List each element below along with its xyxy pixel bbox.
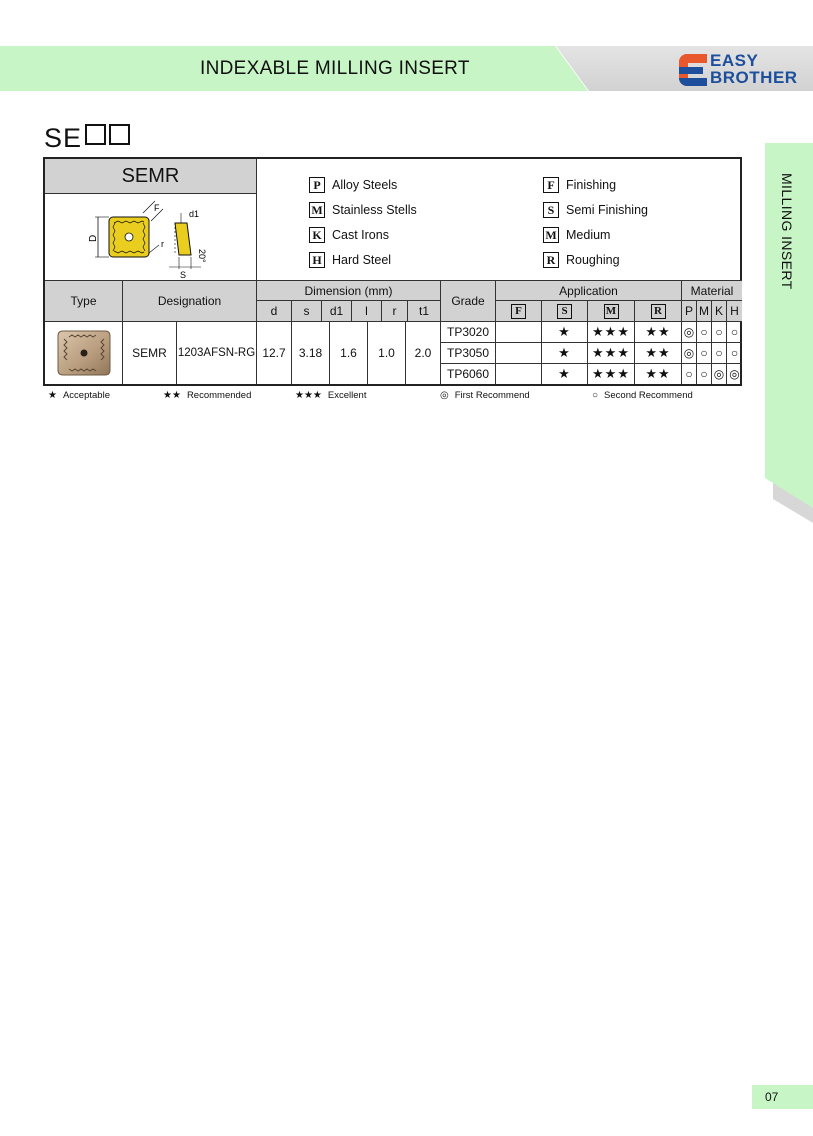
mat-m-3: ○ xyxy=(697,364,712,384)
legend-letter: M xyxy=(309,202,325,218)
legend-letter: F xyxy=(543,177,559,193)
footnote-symbol: ★★★ xyxy=(295,390,322,401)
footnote-symbol: ★★ xyxy=(163,390,181,401)
legend-label: Alloy Steels xyxy=(332,178,398,192)
header-title: INDEXABLE MILLING INSERT xyxy=(200,58,470,79)
footnote-acceptable xyxy=(48,390,110,401)
app-f-1 xyxy=(496,322,542,343)
placeholder-box-icon xyxy=(109,124,130,145)
header-grade: Grade xyxy=(441,281,496,322)
dim-col-l: l xyxy=(352,301,382,322)
drawing-label-r: r xyxy=(160,239,164,249)
dim-col-r: r xyxy=(382,301,408,322)
footnote-second-recommend xyxy=(592,390,693,401)
dim-value-t1: 2.0 xyxy=(406,322,441,384)
legend-label: Stainless Stells xyxy=(332,203,417,217)
app-m-1: ★★★ xyxy=(588,322,635,343)
placeholder-box-icon xyxy=(85,124,106,145)
mat-col-k: K xyxy=(712,301,727,322)
side-tab-label: MILLING INSERT xyxy=(779,173,795,290)
mat-p-1: ◎ xyxy=(682,322,697,343)
footnote-excellent xyxy=(295,390,366,401)
footnote-label: Second Recommend xyxy=(604,390,693,401)
grade-row-1: TP3020 xyxy=(441,322,496,343)
legend-app-r xyxy=(543,252,620,268)
legend-letter: K xyxy=(309,227,325,243)
app-col-letter: S xyxy=(557,304,572,319)
mat-m-1: ○ xyxy=(697,322,712,343)
app-col-letter: M xyxy=(604,304,619,319)
legend-app-f xyxy=(543,177,616,193)
type-image-cell xyxy=(45,322,123,384)
mat-h-1: ○ xyxy=(727,322,742,343)
app-s-1: ★ xyxy=(542,322,588,343)
header-dimension: Dimension (mm) xyxy=(257,281,441,301)
legend-letter: R xyxy=(543,252,559,268)
dim-value-l: 1.0 xyxy=(368,322,406,384)
legend-app-s xyxy=(543,202,648,218)
page-header xyxy=(0,46,813,91)
header-material: Material xyxy=(682,281,742,301)
dim-col-d1: d1 xyxy=(322,301,352,322)
app-col-letter: F xyxy=(511,304,526,319)
app-s-3: ★ xyxy=(542,364,588,384)
legend-label: Medium xyxy=(566,228,611,242)
mat-k-3: ◎ xyxy=(712,364,727,384)
legend-letter: P xyxy=(309,177,325,193)
grade-row-3: TP6060 xyxy=(441,364,496,384)
app-s-2: ★ xyxy=(542,343,588,364)
drawing-label-s: S xyxy=(179,270,186,279)
mat-col-m: M xyxy=(697,301,712,322)
header-designation: Designation xyxy=(123,281,257,322)
dim-col-s: s xyxy=(292,301,322,322)
page-number: 07 xyxy=(752,1085,813,1109)
app-col-s xyxy=(542,301,588,322)
header-type: Type xyxy=(45,281,123,322)
insert-photo xyxy=(55,327,113,379)
drawing-label-d: D xyxy=(87,234,99,242)
mat-k-2: ○ xyxy=(712,343,727,364)
legend-app-m xyxy=(543,227,610,243)
insert-name-cell xyxy=(45,159,257,194)
legend-material-p xyxy=(309,177,397,193)
footnote-symbol: ○ xyxy=(592,390,599,401)
legend-letter: M xyxy=(543,227,559,243)
mat-col-h: H xyxy=(727,301,742,322)
mat-k-1: ○ xyxy=(712,322,727,343)
designation-series: SEMR xyxy=(123,322,177,384)
mat-col-p: P xyxy=(682,301,697,322)
dim-col-d: d xyxy=(257,301,292,322)
legend-letter: H xyxy=(309,252,325,268)
footnote-symbol: ★ xyxy=(48,390,57,401)
legend-label: Finishing xyxy=(566,178,617,192)
app-col-letter: R xyxy=(651,304,666,319)
insert-drawing-cell xyxy=(45,194,257,281)
dim-value-d: 12.7 xyxy=(257,322,292,384)
app-col-f xyxy=(496,301,542,322)
drawing-label-f: F xyxy=(153,203,159,213)
legend-material-k xyxy=(309,227,389,243)
legend-label: Semi Finishing xyxy=(566,203,648,217)
mat-p-3: ○ xyxy=(682,364,697,384)
legend-label: Cast Irons xyxy=(332,228,389,242)
spec-table xyxy=(43,157,742,386)
app-r-2: ★★ xyxy=(635,343,682,364)
legend-material-h xyxy=(309,252,391,268)
side-tab xyxy=(765,143,813,523)
legend-label: Hard Steel xyxy=(332,253,392,267)
footnote-label: Recommended xyxy=(186,390,252,401)
app-f-3 xyxy=(496,364,542,384)
app-col-m xyxy=(588,301,635,322)
mat-h-2: ○ xyxy=(727,343,742,364)
designation-code: 1203AFSN-RG xyxy=(177,322,257,384)
legend-label: Roughing xyxy=(566,253,620,267)
footnote-label: First Recommend xyxy=(454,390,530,401)
mat-h-3: ◎ xyxy=(729,367,740,381)
app-f-2 xyxy=(496,343,542,364)
mat-m-2: ○ xyxy=(697,343,712,364)
brand-logo xyxy=(679,52,809,88)
footnote-label: Acceptable xyxy=(62,390,110,401)
app-r-3: ★★ xyxy=(635,364,682,384)
drawing-label-angle: 20° xyxy=(196,249,207,263)
insert-name: SEMR xyxy=(121,164,180,187)
dim-value-d1: 1.6 xyxy=(330,322,368,384)
footnote-recommended xyxy=(163,390,251,401)
app-m-3: ★★★ xyxy=(588,364,635,384)
logo-line1: EASY xyxy=(710,51,759,70)
footnote-label: Excellent xyxy=(327,390,367,401)
app-col-r xyxy=(635,301,682,322)
dim-col-t1: t1 xyxy=(408,301,441,322)
footnote-first-recommend xyxy=(440,390,530,401)
app-m-2: ★★★ xyxy=(588,343,635,364)
header-application: Application xyxy=(496,281,682,301)
app-r-1: ★★ xyxy=(635,322,682,343)
legend-material-m xyxy=(309,202,417,218)
grade-row-2: TP3050 xyxy=(441,343,496,364)
easy-brother-e-logo-icon xyxy=(679,54,707,86)
dim-value-s: 3.18 xyxy=(292,322,330,384)
logo-text xyxy=(710,52,798,86)
insert-drawing xyxy=(51,195,251,279)
logo-line2: BROTHER xyxy=(710,68,798,87)
drawing-label-d1: d1 xyxy=(188,209,199,219)
legend-letter: S xyxy=(543,202,559,218)
section-prefix: SE xyxy=(44,123,83,153)
footnote-symbol: ◎ xyxy=(440,390,449,401)
mat-p-2: ◎ xyxy=(682,343,697,364)
section-title xyxy=(44,123,130,154)
